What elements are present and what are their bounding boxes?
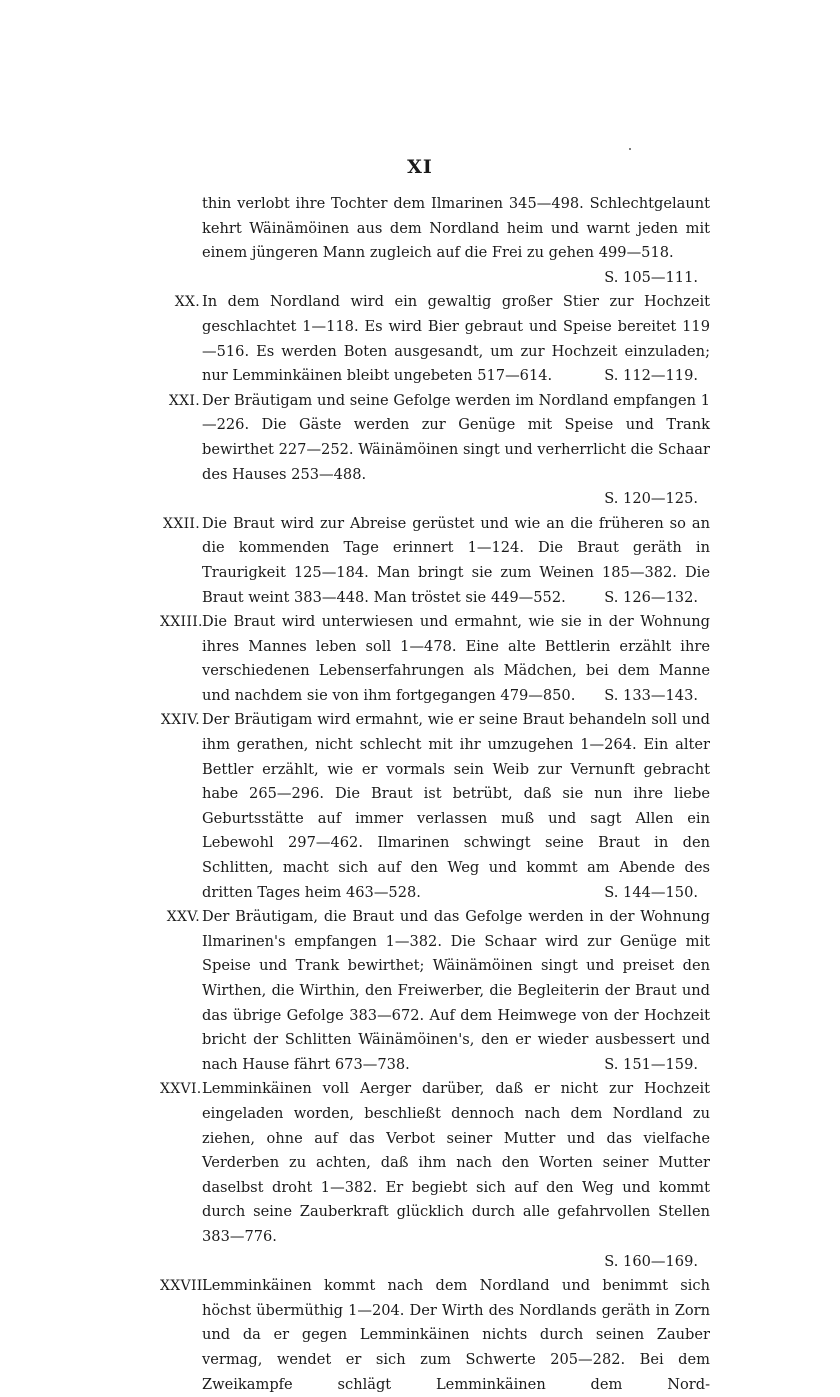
ink-speck xyxy=(629,148,631,150)
toc-entry xyxy=(160,512,710,610)
chapter-number: XXIV. xyxy=(160,712,200,729)
chapter-number: XXV. xyxy=(166,909,200,926)
page-range: S. 160—169. xyxy=(604,1252,698,1270)
page-range: S. 105—111. xyxy=(604,268,698,286)
page-number: XI xyxy=(407,156,433,178)
chapter-number: XXI. xyxy=(168,392,200,409)
toc-entry xyxy=(160,708,710,905)
table-of-contents xyxy=(160,192,710,1397)
page-range: S. 151—159. xyxy=(604,1055,698,1073)
chapter-summary: Der Bräutigam wird ermahnt, wie er seine Braut behandeln soll und ihm gerathen, nicht schlecht mit ihr umzugehen 1—264. Ein alter Bettler erzählt, wie er vormals sein Weib zur Vernunft gebracht habe 265—296. Die Braut ist betrübt, daß sie nun ihre liebe Geburtsstätte auf immer verlassen muß und sagt Allen ein Lebewohl 297—462. Ilmarinen schwingt seine Braut in den Schlitten, macht sich auf den Weg und kommt am Abende des dritten Tages heim 463—528. S. 144—150. xyxy=(202,708,710,905)
toc-entry xyxy=(160,1274,710,1397)
chapter-summary: Lemminkäinen voll Aerger darüber, daß er nicht zur Hochzeit eingeladen worden, beschließt dennoch nach dem Nordland zu ziehen, ohne auf das Verbot seiner Mutter und das vielfache Verderben zu achten, daß ihm nach den Worten seiner Mutter daselbst droht 1—382. Er begiebt sich auf den Weg und kommt durch seine Zauberkraft glücklich durch alle gefahrvollen Stellen 383—776. xyxy=(202,1080,710,1245)
chapter-number: XX. xyxy=(174,294,200,311)
chapter-summary: Lemminkäinen kommt nach dem Nordland und benimmt sich höchst übermüthig 1—204. Der Wirth des Nordlands geräth in Zorn und da er gegen Lemminkäinen nichts durch seinen Zauber vermag, wendet er sich zum Schwerte 205—282. Bei dem Zweikampfe schlägt Lemminkäinen dem Nord- xyxy=(202,1277,710,1393)
toc-entry xyxy=(160,1077,710,1274)
chapter-number: XXVII. xyxy=(160,1278,208,1295)
page-range: S. 144—150. xyxy=(604,883,698,901)
toc-entry xyxy=(160,192,710,290)
page-range: S. 133—143. xyxy=(604,686,698,704)
page-range: S. 126—132. xyxy=(604,588,698,606)
chapter-number: XXIII. xyxy=(160,614,203,631)
chapter-summary: Die Braut wird zur Abreise gerüstet und wie an die früheren so an die kommenden Tage erinnert 1—124. Die Braut geräth in Traurigkeit 125—184. Man bringt sie zum Weinen 185—382. Die Braut weint 383—448. Man tröstet sie 449—552. S. 126—132. xyxy=(202,512,710,610)
page-range: S. 120—125. xyxy=(604,490,698,508)
chapter-summary: Die Braut wird unterwiesen und ermahnt, wie sie in der Wohnung ihres Mannes leben soll 1—478. Eine alte Bettlerin erzählt ihre verschiedenen Lebenserfahrungen als Mädchen, bei dem Manne und nachdem sie von ihm fortgegangen 479—850. S. 133—143. xyxy=(202,610,710,708)
chapter-summary: Der Bräutigam und seine Gefolge werden im Nordland empfangen 1—226. Die Gäste werden zur Genüge mit Speise und Trank bewirthet 227—252. Wäinämöinen singt und verherrlicht die Schaar des Hauses 253—488. xyxy=(202,391,710,483)
toc-entry xyxy=(160,389,710,512)
chapter-summary: Der Bräutigam, die Braut und das Gefolge werden in der Wohnung Ilmarinen's empfangen 1—382. Die Schaar wird zur Genüge mit Speise und Trank bewirthet; Wäinämöinen singt und preiset den Wirthen, die Wirthin, den Freiwerber, die Begleiterin der Braut und das übrige Gefolge 383—672. Auf dem Heimwege von der Hochzeit bricht der Schlitten Wäinämöinen's, den er wieder ausbessert und nach Hause fährt 673—738. S. 151—159. xyxy=(202,905,710,1077)
chapter-summary: In dem Nordland wird ein gewaltig großer Stier zur Hochzeit geschlachtet 1—118. Es wird Bier gebraut und Speise bereitet 119—516. Es werden Boten ausgesandt, um zur Hochzeit einzuladen; nur Lemminkäinen bleibt ungebeten 517—614. S. 112—119. xyxy=(202,290,710,388)
page-range: S. 112—119. xyxy=(604,367,698,385)
toc-entry xyxy=(160,610,710,708)
chapter-summary: thin verlobt ihre Tochter dem Ilmarinen 345—498. Schlechtgelaunt kehrt Wäinämöinen aus dem Nordland heim und warnt jeden mit einem jüngeren Mann zugleich auf die Frei zu gehen 499—518. S. 105—111. xyxy=(202,192,710,266)
toc-entry xyxy=(160,290,710,388)
chapter-number: XXII. xyxy=(163,515,200,532)
toc-entry xyxy=(160,905,710,1077)
chapter-number: XXVI. xyxy=(160,1081,202,1098)
